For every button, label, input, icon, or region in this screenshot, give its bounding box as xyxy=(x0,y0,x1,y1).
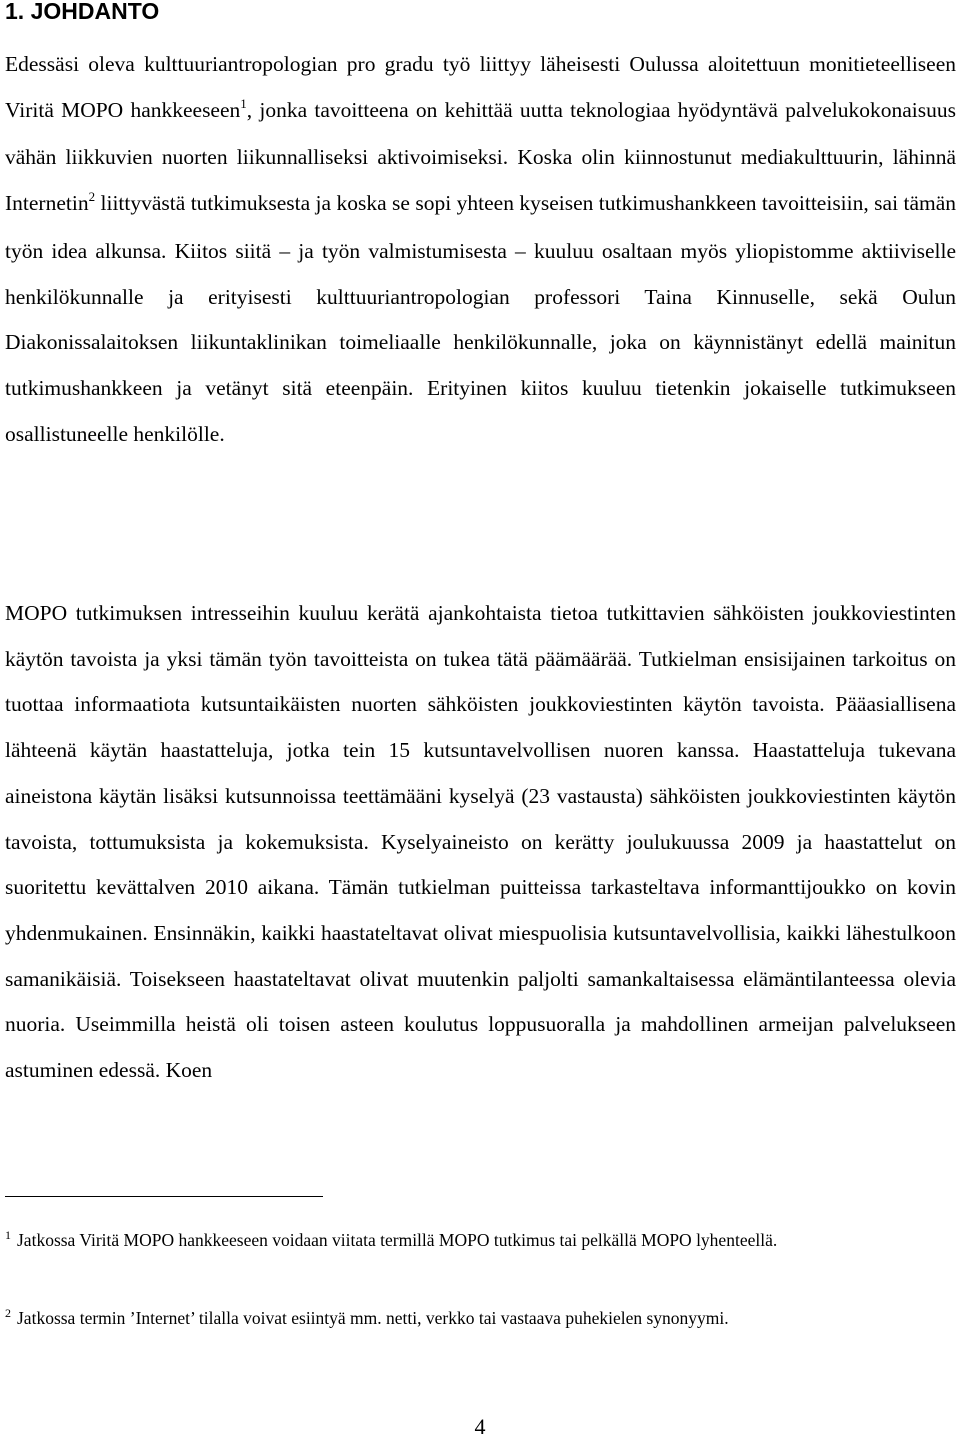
paragraph-research-aims: MOPO tutkimuksen intresseihin kuuluu kerätä ajankohtaista tietoa tutkittavien sähköisten joukkoviestinten käytön tavoista ja yksi tämän työn tavoitteista on tukea tätä päämäärää. Tutkielman ensisijainen tarkoitus on tuottaa informaatiota kutsuntaikäisten nuorten sähköisten joukkoviestinten käytön tavoista. Pääasiallisena lähteenä käytän haastatteluja, jotka tein 15 kutsuntavelvollisen nuoren kanssa. Haastatteluja tukevana aineistona käytän lisäksi kutsunnoissa teettämääni kyselyä (23 vastausta) sähköisten joukkoviestinten käytön tavoista, tottumuksista ja kokemuksista. Kyselyaineisto on kerätty joulukuussa 2009 ja haastattelut on suoritettu kevättalven 2010 aikana. Tämän tutkielman puitteissa tarkasteltava informanttijoukko on kovin yhdenmukainen. Ensinnäkin, kaikki haastateltavat olivat miespuolisia kutsuntavelvollisia, kaikki lähestulkoon samanikäisiä. Toisekseen haastateltavat olivat muutenkin paljolti samankaltaisessa elämäntilanteessa olevia nuoria. Useimmilla heistä oli toisen asteen koulutus loppusuoralla ja mahdollinen armeijan palvelukseen astuminen edessä. Koen xyxy=(5,601,956,1083)
footnote-text: Jatkossa termin ’Internet’ tilalla voivat esiintyä mm. netti, verkko tai vastaava puhekielen synonyymi. xyxy=(17,1308,729,1328)
footnote-ref-2: 2 xyxy=(88,189,96,205)
paragraph-text: liittyvästä tutkimuksesta ja koska se sopi yhteen kyseisen tutkimushankkeen tavoitteisiin, sai tämän työn idea alkunsa. Kiitos siitä – ja työn valmistumisesta – kuuluu osaltaan myös yliopistomme aktiiviselle henkilökunnalle ja erityisesti kulttuuriantropologian professori Taina Kinnuselle, sekä Oulun Diakonissalaitoksen liikuntaklinikan toimeliaalle henkilökunnalle, joka on käynnistänyt edellä mainitun tutkimushankkeen ja vetänyt sitä eteenpäin. Erityinen kiitos kuuluu tietenkin jokaiselle tutkimukseen osallistuneelle henkilölle. xyxy=(5,191,956,446)
footnote-separator xyxy=(5,1196,323,1197)
chapter-heading: 1. JOHDANTO xyxy=(5,0,160,24)
footnote-ref-1: 1 xyxy=(240,95,247,111)
page-number: 4 xyxy=(474,1414,486,1439)
footnote-number: 1 xyxy=(5,1228,11,1242)
paragraph-acknowledgement xyxy=(5,42,956,457)
paragraph-text: , jonka tavoitteena on kehittää uutta teknologiaa hyödyntävä palvelukokonaisuus vähän liikkuvien nuorten liikunnalliseksi aktivoimiseksi. Koska olin kiinnostunut mediakulttuurin, lähinnä Internetin xyxy=(5,97,956,216)
footnote-text: Jatkossa Viritä MOPO hankkeeseen voidaan viitata termillä MOPO tutkimus tai pelkällä MOPO lyhenteellä. xyxy=(17,1230,778,1250)
paragraph-text: Edessäsi oleva kulttuuriantropologian pro gradu työ liittyy läheisesti Oulussa aloitettuun monitieteelliseen Viritä MOPO hankkeeseen xyxy=(5,52,956,122)
footnote-1 xyxy=(5,1222,956,1260)
footnote-2 xyxy=(5,1300,956,1338)
footnote-number: 2 xyxy=(5,1306,11,1320)
